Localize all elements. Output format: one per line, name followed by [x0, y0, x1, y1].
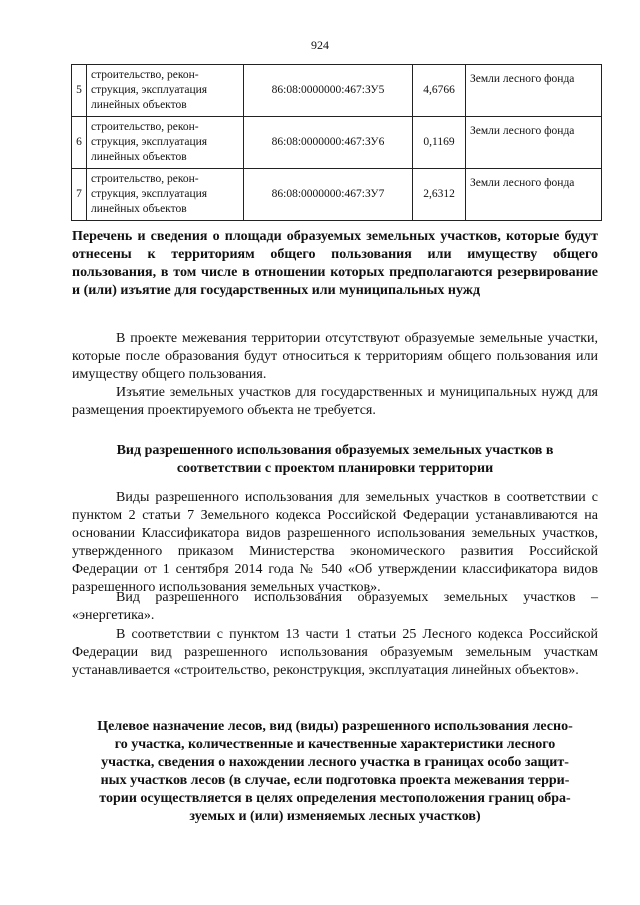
permitted-use-line: линейных объектов	[91, 203, 187, 215]
cadastral-number: 86:08:0000000:467:ЗУ6	[244, 117, 413, 169]
permitted-use-line: струкция, эксплуатация	[91, 188, 208, 200]
paragraph-forest-code: В соответствии с пунктом 13 части 1 статьи 25 Лесного кодекса Российской Федерации вид разрешенного использования образуемым земельным участкам устанавливается «строительство, реконструкция, эксплуатация линейных объектов».	[72, 627, 598, 678]
heading-line: Целевое назначение лесов, вид (виды) разрешенного использования лесно-	[97, 719, 573, 734]
plot-area: 2,6312	[413, 169, 466, 221]
permitted-use-line: строительство, рекон-	[91, 121, 199, 133]
permitted-use-cell	[87, 169, 244, 221]
table-row	[72, 65, 602, 117]
heading-line: ных участков лесов (в случае, если подготовка проекта межевания терри-	[100, 773, 570, 788]
page-number: 924	[311, 38, 329, 52]
permitted-use-line: линейных объектов	[91, 151, 187, 163]
permitted-use-line: струкция, эксплуатация	[91, 136, 208, 148]
permitted-use-line: строительство, рекон-	[91, 69, 199, 81]
permitted-use-line: строительство, рекон-	[91, 173, 199, 185]
paragraph-no-seizure: Изъятие земельных участков для государственных и муниципальных нужд для размещения проектируемого объекта не требуется.	[72, 385, 598, 418]
cadastral-number: 86:08:0000000:467:ЗУ5	[244, 65, 413, 117]
table-row	[72, 117, 602, 169]
paragraph-classifier: Виды разрешенного использования для земельных участков в соответствии с пунктом 2 статьи 7 Земельного кодекса Российской Федерации устанавливаются на основании Классификатора видов разрешенного использования земельных участков, утвержденного приказом Министерства экономического развития Российской Федерации от 1 сентября 2014 года № 540 «Об утверждении классификатора видов разрешенного использования земельных участков».	[72, 490, 598, 595]
heading-line: Вид разрешенного использования образуемых земельных участков в	[116, 443, 554, 458]
row-number: 5	[72, 65, 87, 117]
paragraph-no-public-plots: В проекте межевания территории отсутствуют образуемые земельные участки, которые после образования будут относиться к территориям общего пользования или имуществу общего пользования.	[72, 331, 598, 382]
section-heading-forest-purpose	[72, 718, 598, 826]
permitted-use-cell	[87, 65, 244, 117]
row-number: 6	[72, 117, 87, 169]
heading-line: участка, сведения о нахождении лесного участка в границах особо защит-	[101, 755, 569, 770]
section-heading-public-use: Перечень и сведения о площади образуемых земельных участков, которые будут отнесены к территориям общего пользования или имуществу общего пользования, в том числе в отношении которых предполагаются резервирование и (или) изъятие для государственных или муниципальных нужд	[72, 229, 598, 298]
row-number: 7	[72, 169, 87, 221]
plot-area: 0,1169	[413, 117, 466, 169]
land-category: Земли лесного фонда	[466, 117, 602, 169]
heading-line: тории осуществляется в целях определения местоположения границ обра-	[99, 791, 571, 806]
cadastral-number: 86:08:0000000:467:ЗУ7	[244, 169, 413, 221]
heading-line: го участка, количественные и качественные характеристики лесного	[114, 737, 556, 752]
land-plots-table	[71, 64, 602, 221]
permitted-use-line: струкция, эксплуатация	[91, 84, 208, 96]
permitted-use-cell	[87, 117, 244, 169]
heading-line: зуемых и (или) изменяемых лесных участков)	[189, 809, 481, 824]
land-category: Земли лесного фонда	[466, 65, 602, 117]
heading-line: соответствии с проектом планировки территории	[176, 461, 494, 476]
table-row	[72, 169, 602, 221]
section-heading-permitted-use	[72, 442, 598, 478]
land-category: Земли лесного фонда	[466, 169, 602, 221]
paragraph-energy-use: Вид разрешенного использования образуемых земельных участков – «энергетика».	[72, 590, 598, 623]
permitted-use-line: линейных объектов	[91, 99, 187, 111]
plot-area: 4,6766	[413, 65, 466, 117]
